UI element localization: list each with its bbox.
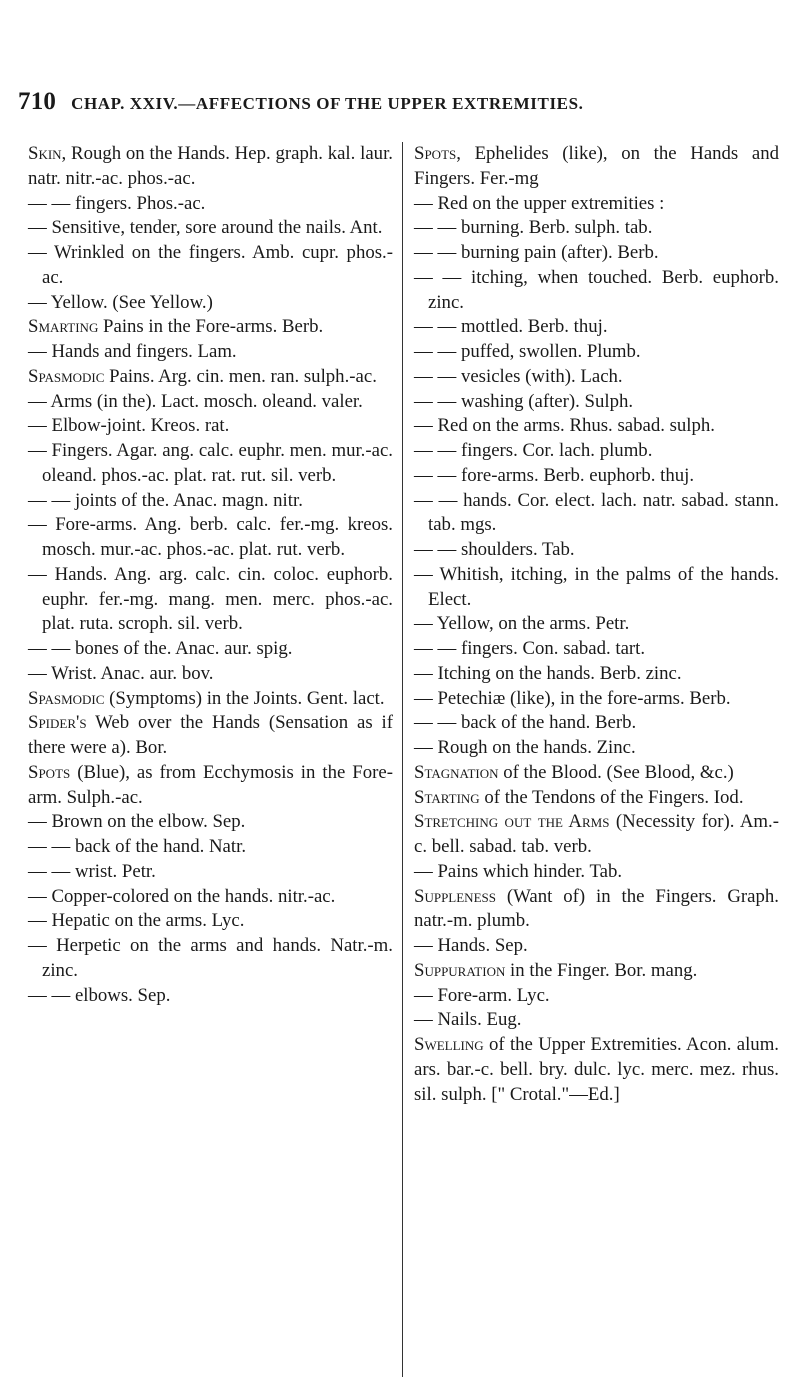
index-entry [28,687,393,712]
entry-text: — — fingers. Cor. lach. plumb. [414,440,653,461]
right-column [414,142,779,1107]
entry-headword: Suppuration [414,959,506,981]
left-column [28,142,393,1008]
entry-text: — Petechiæ (like), in the fore-arms. Berb. [414,687,731,709]
index-entry [414,1033,779,1107]
entry-text: — Fore-arms. Ang. berb. calc. fer.-mg. kreos. mosch. mur.-ac. phos.-ac. plat. rut. verb. [28,514,393,560]
entry-text: — — fore-arms. Berb. euphorb. thuj. [414,464,695,486]
index-entry [414,142,779,192]
index-subentry [414,860,779,885]
index-subentry [28,489,393,514]
index-subentry [28,291,393,316]
entry-text: — — joints of the. Anac. magn. nitr. [28,489,303,511]
entry-text: — — washing (after). Sulph. [414,390,634,412]
index-subentry [28,984,393,1009]
entry-text: — — back of the hand. Natr. [28,836,247,857]
entry-text: — Yellow, on the arms. Petr. [414,613,630,635]
index-subentry [28,439,393,489]
entry-text: — Herpetic on the arms and hands. Natr.-m. zinc. [28,935,393,981]
index-entry [28,365,393,390]
entry-text: — Itching on the hands. Berb. zinc. [414,662,682,684]
entry-text: (Blue), as from Ecchymosis in the Fore-arm. Sulph.-ac. [28,761,393,808]
index-entry [414,761,779,786]
index-entry [414,959,779,984]
index-entry [28,315,393,340]
entry-text: — — bones of the. Anac. aur. spig. [28,638,293,659]
entry-headword: Spasmodic [28,365,105,387]
entry-text: — Elbow-joint. Kreos. rat. [28,415,230,437]
entry-headword: Starting [414,786,480,808]
entry-text: — — burning. Berb. sulph. tab. [414,217,653,239]
entry-text: — Hands and fingers. Lam. [28,341,237,362]
index-subentry [28,563,393,637]
index-subentry [414,439,779,464]
index-subentry [414,563,779,613]
index-entry [28,711,393,761]
entry-headword: Spots, [414,143,461,164]
index-subentry [414,340,779,365]
index-subentry [414,489,779,539]
index-subentry [414,711,779,736]
entry-text: — Hepatic on the arms. Lyc. [28,910,245,932]
running-header [18,88,790,116]
index-subentry [414,984,779,1009]
entry-text: — Arms (in the). Lact. mosch. oleand. valer. [28,390,363,412]
chapter-title: CHAP. XXIV.—AFFECTIONS OF THE UPPER EXTREMITIES. [71,94,584,113]
index-subentry [414,464,779,489]
index-subentry [414,216,779,241]
entry-text: — — hands. Cor. elect. lach. natr. sabad. stann. tab. mgs. [414,489,779,536]
index-subentry [414,662,779,687]
index-subentry [28,390,393,415]
entry-text: — Nails. Eug. [414,1009,522,1031]
entry-headword: Spasmodic [28,687,105,709]
index-subentry [28,810,393,835]
index-subentry [28,216,393,241]
entry-text: — Rough on the hands. Zinc. [414,737,636,758]
entry-text: — Wrist. Anac. aur. bov. [28,662,214,684]
entry-headword: Spider's [28,712,87,734]
entry-text: Pains in the Fore-arms. Berb. [98,316,324,338]
index-subentry [28,513,393,563]
entry-text: — Whitish, itching, in the palms of the hands. Elect. [414,563,779,610]
entry-text: — Brown on the elbow. Sep. [28,811,246,833]
index-subentry [414,612,779,637]
index-subentry [28,909,393,934]
entry-text: of the Blood. (See Blood, &c.) [498,761,734,783]
entry-headword: Smarting [28,316,99,338]
entry-text: — Sensitive, tender, sore around the nails. Ant. [28,217,383,239]
index-subentry [28,934,393,984]
entry-text: Rough on the Hands. Hep. graph. kal. laur. natr. nitr.-ac. phos.-ac. [28,143,393,189]
entry-text: — — wrist. Petr. [28,860,156,882]
index-subentry [414,241,779,266]
entry-text: — Red on the arms. Rhus. sabad. sulph. [414,415,715,437]
entry-text: (Symptoms) in the Joints. Gent. lact. [104,687,385,709]
entry-text: — Pains which hinder. Tab. [414,860,623,882]
index-subentry [28,860,393,885]
index-subentry [414,736,779,761]
index-subentry [28,241,393,291]
entry-text: — Wrinkled on the fingers. Amb. cupr. phos.-ac. [28,242,393,288]
column-divider [402,142,403,1377]
index-subentry [414,637,779,662]
entry-text: — — mottled. Berb. thuj. [414,316,608,338]
entry-text: — Fore-arm. Lyc. [414,984,550,1006]
index-subentry [414,934,779,959]
entry-headword: Spots [28,761,71,783]
entry-text: Ephelides (like), on the Hands and Fingers. Fer.-mg [414,143,779,189]
index-subentry [28,340,393,365]
entry-text: — — itching, when touched. Berb. euphorb. zinc. [414,266,779,313]
entry-text: — — puffed, swollen. Plumb. [414,341,641,362]
index-subentry [414,266,779,316]
index-subentry [414,1008,779,1033]
entry-text: — Fingers. Agar. ang. calc. euphr. men. mur.-ac. oleand. phos.-ac. plat. rat. rut. sil. verb. [28,440,393,486]
entry-text: — Copper-colored on the hands. nitr.-ac. [28,885,336,907]
entry-text: — — burning pain (after). Berb. [414,242,659,263]
index-subentry [28,637,393,662]
index-subentry [28,662,393,687]
index-entry [28,142,393,192]
entry-text: in the Finger. Bor. mang. [505,959,698,981]
entry-text: Web over the Hands (Sensation as if there were a). Bor. [28,712,393,758]
entry-headword: Suppleness [414,885,496,907]
entry-text: Pains. Arg. cin. men. ran. sulph.-ac. [104,365,377,387]
entry-text: — Hands. Sep. [414,935,528,956]
entry-headword: Swelling [414,1034,484,1055]
entry-headword: Skin, [28,143,67,164]
entry-text: — — vesicles (with). Lach. [414,365,623,387]
entry-text: — Red on the upper extremities : [414,192,665,214]
entry-headword: Stagnation [414,761,499,783]
entry-text: — — fingers. Con. sabad. tart. [414,638,646,659]
entry-text: (Want of) in the Fingers. Graph. natr.-m. plumb. [414,885,779,932]
index-subentry [414,538,779,563]
entry-text: — — shoulders. Tab. [414,539,575,560]
index-subentry [414,687,779,712]
entry-text: — — elbows. Sep. [28,984,171,1006]
index-subentry [414,390,779,415]
index-entry [28,761,393,811]
index-entry [414,810,779,860]
index-subentry [414,365,779,390]
index-subentry [28,192,393,217]
entry-text: of the Tendons of the Fingers. Iod. [479,786,744,808]
entry-text: — — fingers. Phos.-ac. [28,192,206,214]
index-subentry [28,414,393,439]
entry-text: — — back of the hand. Berb. [414,712,637,734]
entry-text: — Hands. Ang. arg. calc. cin. coloc. euphorb. euphr. fer.-mg. mang. men. merc. phos.-ac. plat. ruta. scroph. sil. verb. [28,563,393,635]
index-entry [414,885,779,935]
entry-headword: Stretching out the Arms [414,811,610,833]
index-subentry [414,414,779,439]
index-subentry [28,835,393,860]
entry-text: of the Upper Extremities. Acon. alum. ars. bar.-c. bell. bry. dulc. lyc. merc. mez. rhus. sil. sulph. [" Crotal."—Ed.] [414,1034,779,1105]
index-entry [414,786,779,811]
index-subentry [414,192,779,217]
entry-text: — Yellow. (See Yellow.) [28,291,213,313]
entry-text: (Necessity for). Am.-c. bell. sabad. tab. verb. [414,811,779,857]
index-subentry [28,885,393,910]
page-number: 710 [18,88,57,115]
index-subentry [414,315,779,340]
